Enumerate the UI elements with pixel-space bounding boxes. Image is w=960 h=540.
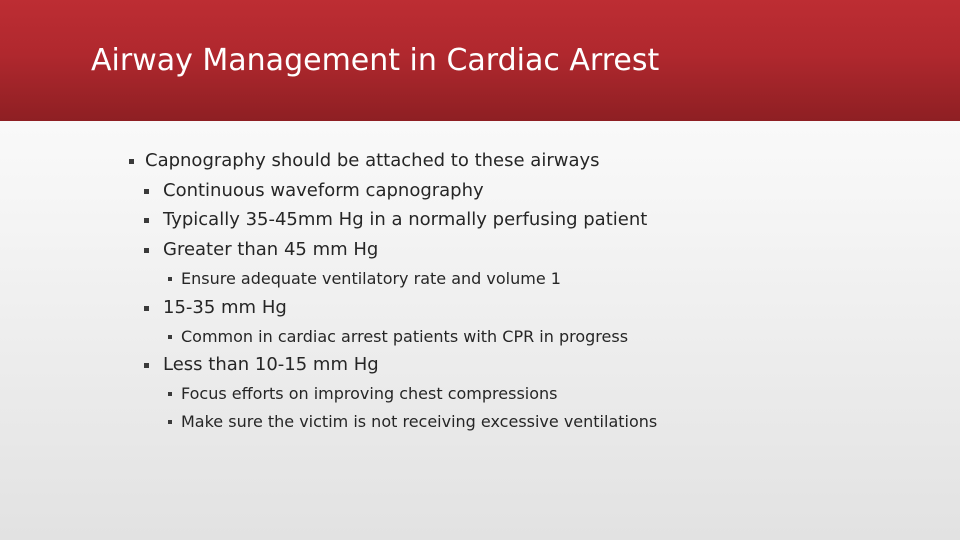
bullet-text: Less than 10-15 mm Hg — [163, 354, 379, 375]
bullet-item — [144, 297, 287, 319]
bullet-item — [144, 209, 647, 231]
square-bullet-icon — [129, 159, 134, 164]
bullet-text: 15-35 mm Hg — [163, 297, 287, 318]
bullet-text: Common in cardiac arrest patients with CPR in progress — [181, 327, 629, 346]
bullet-text: Typically 35-45mm Hg in a normally perfusing patient — [163, 209, 648, 230]
bullet-item — [168, 384, 557, 404]
bullet-text: Ensure adequate ventilatory rate and volume 1 — [181, 269, 561, 288]
square-bullet-icon — [168, 392, 172, 396]
bullet-item — [129, 150, 600, 172]
square-bullet-icon — [168, 420, 172, 424]
bullet-item — [144, 354, 379, 376]
square-bullet-icon — [168, 335, 172, 339]
square-bullet-icon — [144, 248, 149, 253]
square-bullet-icon — [144, 363, 149, 368]
slide-title: Airway Management in Cardiac Arrest — [91, 43, 660, 78]
square-bullet-icon — [144, 218, 149, 223]
bullet-item — [168, 412, 657, 432]
square-bullet-icon — [168, 277, 172, 281]
bullet-text: Greater than 45 mm Hg — [163, 239, 379, 260]
bullet-text: Capnography should be attached to these airways — [145, 150, 600, 171]
bullet-text: Continuous waveform capnography — [163, 180, 484, 201]
bullet-text: Focus efforts on improving chest compressions — [181, 384, 558, 403]
bullet-item — [144, 239, 378, 261]
bullet-item — [144, 180, 484, 202]
square-bullet-icon — [144, 189, 149, 194]
bullet-item — [168, 269, 561, 289]
bullet-item — [168, 327, 628, 347]
square-bullet-icon — [144, 306, 149, 311]
bullet-text: Make sure the victim is not receiving excessive ventilations — [181, 412, 658, 431]
